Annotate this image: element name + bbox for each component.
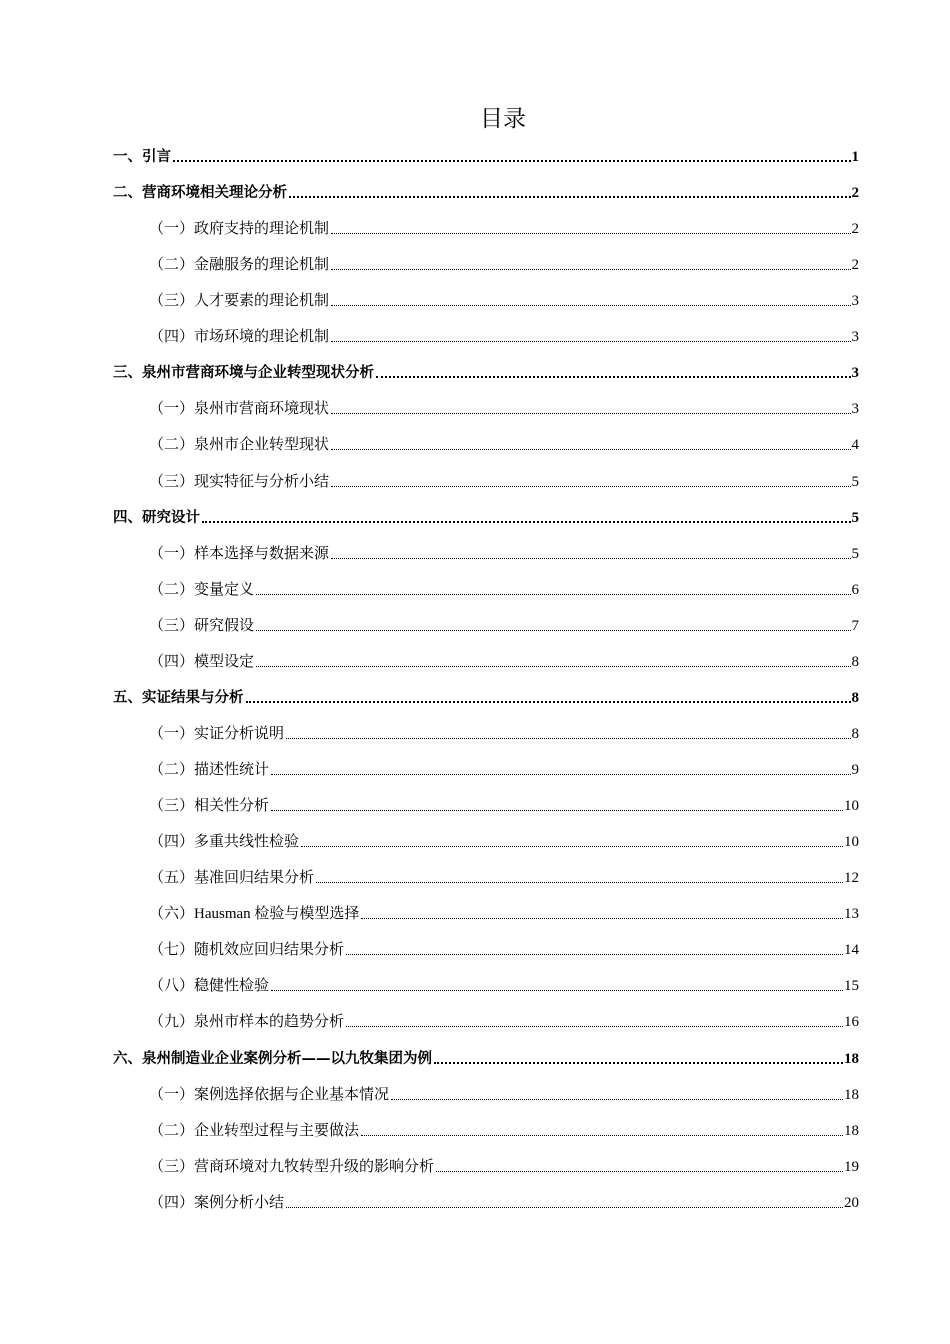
toc-entry-label: 一、引言 bbox=[113, 149, 171, 165]
toc-page-number: 5 bbox=[851, 545, 859, 562]
toc-entry-label: （四）模型设定 bbox=[149, 653, 255, 670]
toc-section-entry[interactable] bbox=[113, 967, 859, 995]
toc-entry-label: （三）相关性分析 bbox=[149, 798, 270, 815]
toc-dot-leader bbox=[376, 376, 851, 378]
toc-section-entry[interactable] bbox=[113, 823, 859, 851]
toc-dot-leader bbox=[173, 160, 851, 162]
toc-dot-leader bbox=[361, 1135, 843, 1136]
toc-page-number: 18 bbox=[844, 1086, 859, 1103]
toc-section-entry[interactable] bbox=[113, 571, 859, 599]
toc-dot-leader bbox=[331, 305, 850, 306]
toc-entry-label: （二）金融服务的理论机制 bbox=[149, 257, 330, 274]
toc-page-number: 1 bbox=[851, 149, 859, 165]
toc-entry-label: （七）随机效应回归结果分析 bbox=[149, 942, 345, 959]
toc-section-entry[interactable] bbox=[113, 1003, 859, 1031]
toc-dot-leader bbox=[286, 738, 850, 739]
toc-page-number: 7 bbox=[851, 617, 859, 634]
toc-dot-leader bbox=[331, 558, 850, 559]
toc-page-number: 20 bbox=[844, 1194, 859, 1211]
toc-entry-label: （八）稳健性检验 bbox=[149, 978, 270, 995]
toc-entry-label: （三）营商环境对九牧转型升级的影响分析 bbox=[149, 1158, 435, 1175]
toc-entry-label: 三、泉州市营商环境与企业转型现状分析 bbox=[113, 365, 374, 382]
toc-entry-label: （一）实证分析说明 bbox=[149, 725, 285, 742]
toc-page-number: 18 bbox=[844, 1050, 859, 1067]
toc-entry-label: （三）现实特征与分析小结 bbox=[149, 473, 330, 490]
toc-entry-label: 六、泉州制造业企业案例分析——以九牧集团为例 bbox=[113, 1050, 432, 1067]
toc-dot-leader bbox=[256, 630, 850, 631]
toc-dot-leader bbox=[316, 882, 843, 883]
toc-page-number: 3 bbox=[851, 401, 859, 418]
toc-chapter-entry[interactable] bbox=[113, 174, 859, 202]
toc-chapter-entry[interactable] bbox=[113, 354, 859, 382]
toc-title: 目录 bbox=[480, 106, 526, 132]
toc-page-number: 15 bbox=[844, 978, 859, 995]
toc-section-entry[interactable] bbox=[113, 643, 859, 671]
toc-entry-label: （二）泉州市企业转型现状 bbox=[149, 437, 330, 454]
toc-entry-label: （二）企业转型过程与主要做法 bbox=[149, 1122, 360, 1139]
toc-dot-leader bbox=[391, 1099, 843, 1100]
toc-page-number: 10 bbox=[844, 834, 859, 851]
toc-dot-leader bbox=[256, 594, 850, 595]
toc-page-number: 8 bbox=[851, 725, 859, 742]
toc-dot-leader bbox=[331, 341, 850, 342]
toc-section-entry[interactable] bbox=[113, 715, 859, 743]
toc-entry-label: （二）变量定义 bbox=[149, 581, 255, 598]
toc-dot-leader bbox=[331, 449, 850, 450]
toc-dot-leader bbox=[301, 846, 843, 847]
toc-page-number: 4 bbox=[851, 437, 859, 454]
toc-dot-leader bbox=[246, 701, 851, 703]
toc-section-entry[interactable] bbox=[113, 282, 859, 310]
toc-section-entry[interactable] bbox=[113, 1148, 859, 1176]
toc-page-number: 2 bbox=[851, 257, 859, 274]
toc-dot-leader bbox=[346, 954, 843, 955]
toc-entry-label: 四、研究设计 bbox=[113, 509, 200, 526]
toc-entry-label: （一）政府支持的理论机制 bbox=[149, 221, 330, 238]
toc-page-number: 2 bbox=[851, 221, 859, 238]
toc-page-number: 13 bbox=[844, 906, 859, 923]
toc-section-entry[interactable] bbox=[113, 426, 859, 454]
toc-page-number: 6 bbox=[851, 581, 859, 598]
toc-dot-leader bbox=[271, 774, 850, 775]
toc-page-number: 2 bbox=[851, 185, 859, 202]
toc-entry-label: 五、实证结果与分析 bbox=[113, 689, 244, 706]
toc-dot-leader bbox=[361, 918, 843, 919]
toc-dot-leader bbox=[202, 521, 851, 523]
toc-entry-label: （四）案例分析小结 bbox=[149, 1194, 285, 1211]
toc-dot-leader bbox=[436, 1171, 843, 1172]
toc-section-entry[interactable] bbox=[113, 931, 859, 959]
toc-page-number: 3 bbox=[851, 293, 859, 310]
toc-section-entry[interactable] bbox=[113, 895, 859, 923]
toc-section-entry[interactable] bbox=[113, 751, 859, 779]
toc-entry-label: （六）Hausman 检验与模型选择 bbox=[149, 906, 360, 923]
toc-entry-label: （五）基准回归结果分析 bbox=[149, 870, 315, 887]
toc-entry-label: （九）泉州市样本的趋势分析 bbox=[149, 1014, 345, 1031]
toc-entry-label: （一）样本选择与数据来源 bbox=[149, 545, 330, 562]
toc-page-number: 19 bbox=[844, 1158, 859, 1175]
toc-page-number: 10 bbox=[844, 798, 859, 815]
toc-chapter-entry[interactable] bbox=[113, 138, 859, 166]
toc-page-number: 14 bbox=[844, 942, 859, 959]
toc-dot-leader bbox=[256, 666, 850, 667]
toc-section-entry[interactable] bbox=[113, 246, 859, 274]
toc-section-entry[interactable] bbox=[113, 1076, 859, 1104]
toc-entry-label: （二）描述性统计 bbox=[149, 762, 270, 779]
toc-entry-label: （一）泉州市营商环境现状 bbox=[149, 401, 330, 418]
toc-page-number: 9 bbox=[851, 762, 859, 779]
toc-page-number: 18 bbox=[844, 1122, 859, 1139]
toc-page-number: 5 bbox=[851, 473, 859, 490]
toc-entry-label: （三）研究假设 bbox=[149, 617, 255, 634]
toc-dot-leader bbox=[271, 810, 843, 811]
toc-dot-leader bbox=[271, 990, 843, 991]
toc-dot-leader bbox=[331, 269, 850, 270]
toc-entry-label: （一）案例选择依据与企业基本情况 bbox=[149, 1086, 390, 1103]
toc-dot-leader bbox=[331, 413, 850, 414]
toc-page-number: 3 bbox=[851, 365, 859, 382]
toc-entry-label: 二、营商环境相关理论分析 bbox=[113, 185, 287, 202]
toc-dot-leader bbox=[286, 1207, 843, 1208]
toc-chapter-entry[interactable] bbox=[113, 499, 859, 527]
toc-page-number: 8 bbox=[851, 689, 859, 706]
toc-page-number: 5 bbox=[851, 509, 859, 526]
toc-chapter-entry[interactable] bbox=[113, 1040, 859, 1068]
toc-entry-label: （三）人才要素的理论机制 bbox=[149, 293, 330, 310]
toc-section-entry[interactable] bbox=[113, 463, 859, 491]
toc-dot-leader bbox=[331, 233, 850, 234]
toc-entry-label: （四）市场环境的理论机制 bbox=[149, 329, 330, 346]
toc-page-number: 3 bbox=[851, 329, 859, 346]
toc-entry-label: （四）多重共线性检验 bbox=[149, 834, 300, 851]
toc-section-entry[interactable] bbox=[113, 318, 859, 346]
toc-section-entry[interactable] bbox=[113, 210, 859, 238]
toc-section-entry[interactable] bbox=[113, 787, 859, 815]
toc-section-entry[interactable] bbox=[113, 859, 859, 887]
toc-section-entry[interactable] bbox=[113, 535, 859, 563]
toc-section-entry[interactable] bbox=[113, 1112, 859, 1140]
toc-dot-leader bbox=[346, 1026, 843, 1027]
toc-dot-leader bbox=[289, 196, 851, 198]
toc-page-number: 12 bbox=[844, 870, 859, 887]
toc-dot-leader bbox=[434, 1062, 843, 1064]
toc-section-entry[interactable] bbox=[113, 607, 859, 635]
toc-page-number: 16 bbox=[844, 1014, 859, 1031]
toc-section-entry[interactable] bbox=[113, 1184, 859, 1212]
toc-dot-leader bbox=[331, 486, 850, 487]
toc-chapter-entry[interactable] bbox=[113, 679, 859, 707]
toc-section-entry[interactable] bbox=[113, 390, 859, 418]
toc-page-number: 8 bbox=[851, 653, 859, 670]
